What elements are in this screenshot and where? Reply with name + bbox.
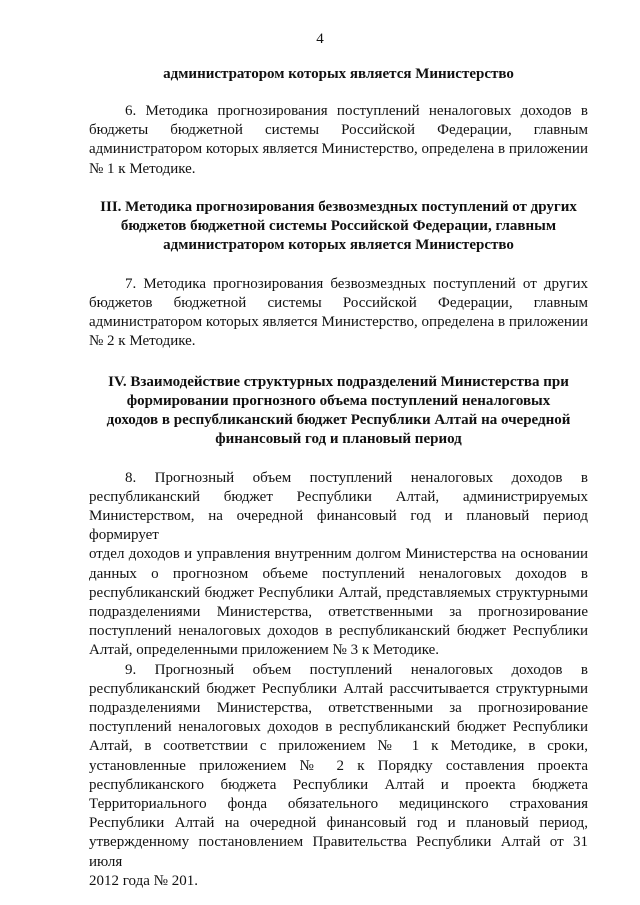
paragraph-line: утвержденному постановлением Правительства Республики Алтай от 31 июля: [89, 834, 588, 870]
paragraph-line: администратором которых является Министерство, определена в приложении: [89, 141, 588, 158]
paragraph-line: Алтай, в соответствии с приложением № 1 к Методике, в сроки,: [89, 738, 588, 755]
paragraph-6: [89, 102, 588, 179]
heading-line: доходов в республиканский бюджет Республики Алтай на очередной: [106, 411, 571, 428]
paragraph-line: республиканский бюджет Республики Алтай, администрируемых: [89, 488, 588, 505]
paragraph-line: подразделениями Министерства, ответственными за прогнозирование: [89, 700, 588, 717]
paragraph-line: отдел доходов и управления внутренним долгом Министерства на основании: [89, 546, 588, 563]
paragraph-7: [89, 275, 588, 352]
paragraph-line: Территориального фонда обязательного медицинского страхования: [89, 796, 588, 813]
paragraph-line: республиканский бюджет Республики Алтай рассчитывается структурными: [89, 680, 588, 697]
paragraph-line: бюджеты бюджетной системы Российской Федерации, главным: [89, 122, 588, 139]
page-number: 4: [316, 31, 324, 47]
section-heading-3: [89, 198, 588, 255]
section-heading-continuation: [89, 65, 588, 84]
document-body: [89, 60, 588, 891]
paragraph-line: республиканского бюджета Республики Алтай и проекта бюджета: [89, 776, 588, 793]
heading-line: IV. Взаимодействие структурных подразделений Министерства при: [108, 373, 569, 390]
paragraph-line: поступлений неналоговых доходов в республиканский бюджет Республики: [89, 623, 588, 640]
paragraph-line: администратором которых является Министерство, определена в приложении: [89, 314, 588, 331]
paragraph-line: республиканский бюджет Республики Алтай, представляемых структурными: [89, 584, 588, 601]
heading-line: бюджетов бюджетной системы Российской Федерации, главным: [120, 217, 557, 234]
paragraph-line: Алтай, определенными приложением № 3 к Методике.: [89, 642, 440, 659]
paragraph-line: Республики Алтай на очередной финансовый год и плановый период,: [89, 815, 588, 832]
paragraph-line: 7. Методика прогнозирования безвозмездных поступлений от других: [125, 275, 588, 292]
paragraph-line: 6. Методика прогнозирования поступлений неналоговых доходов в: [125, 103, 588, 119]
heading-line: администратором которых является Министерство: [163, 66, 514, 82]
paragraph-line: 9. Прогнозный объем поступлений неналоговых доходов в: [125, 661, 588, 678]
paragraph-line: поступлений неналоговых доходов в республиканский бюджет Республики: [89, 719, 588, 736]
section-heading-4: [89, 373, 588, 449]
paragraph-line: Министерством, на очередной финансовый год и плановый период формирует: [89, 508, 588, 544]
paragraph-line: № 2 к Методике.: [89, 333, 196, 350]
paragraph-line: подразделениями Министерства, ответственными за прогнозирование: [89, 604, 588, 621]
paragraph-line: установленные приложением № 2 к Порядку составления проекта: [89, 757, 588, 774]
heading-line: III. Методика прогнозирования безвозмездных поступлений от других: [100, 198, 577, 215]
heading-line: финансовый год и плановый период: [215, 430, 462, 447]
paragraph-line: данных о прогнозном объеме поступлений неналоговых доходов в: [89, 565, 588, 582]
paragraph-line: 8. Прогнозный объем поступлений неналоговых доходов в: [125, 469, 588, 486]
paragraph-9: [89, 661, 588, 891]
paragraph-8: [89, 469, 588, 661]
paragraph-line: 2012 года № 201.: [89, 872, 198, 889]
heading-line: формировании прогнозного объема поступлений неналоговых: [126, 392, 551, 409]
heading-line: администратором которых является Министерство: [163, 236, 514, 253]
paragraph-line: бюджетов бюджетной системы Российской Федерации, главным: [89, 295, 588, 312]
paragraph-line: № 1 к Методике.: [89, 160, 196, 177]
